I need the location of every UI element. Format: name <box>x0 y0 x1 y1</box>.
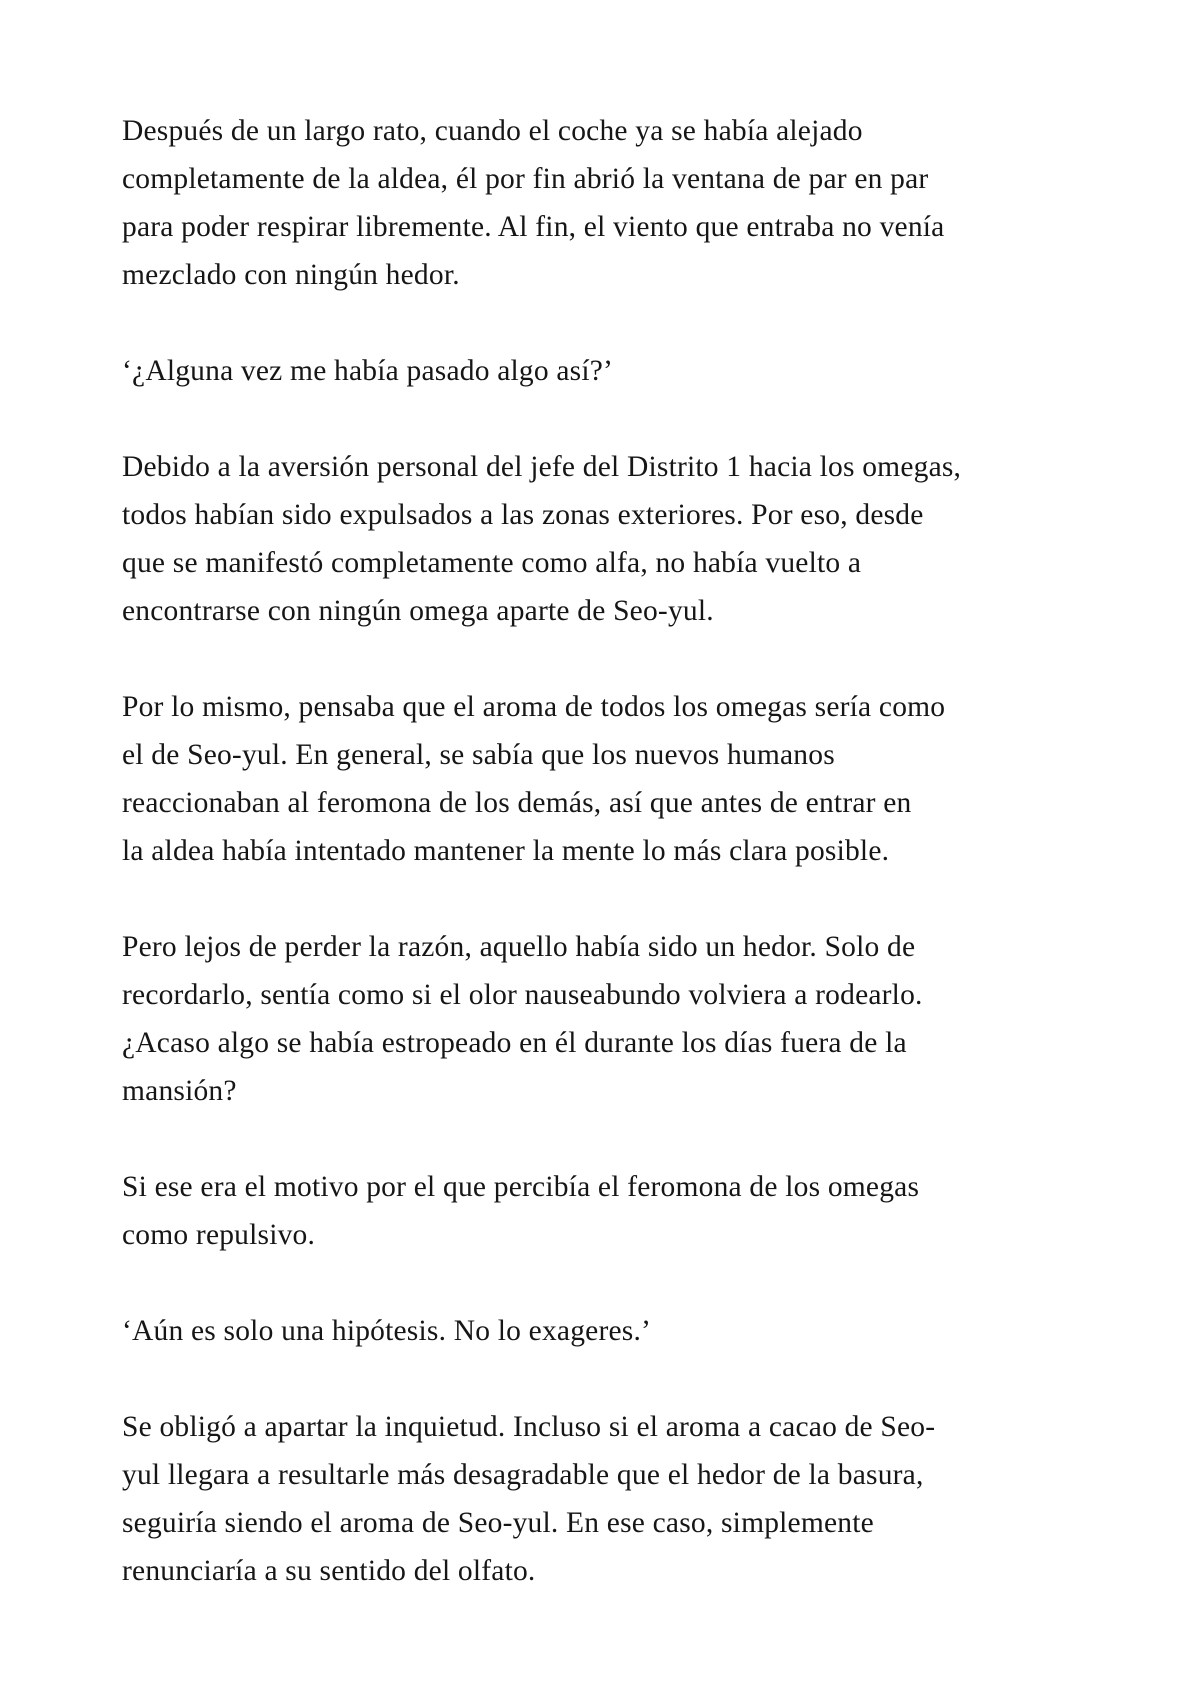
document-page <box>122 107 1122 1643</box>
paragraph-1 <box>122 107 1122 299</box>
paragraph-6 <box>122 1163 1122 1259</box>
text-line: para poder respirar libremente. Al fin, el viento que entraba no venía <box>122 211 945 243</box>
text-line: como repulsivo. <box>122 1219 316 1251</box>
text-line: mansión? <box>122 1075 237 1107</box>
text-line: mezclado con ningún hedor. <box>122 259 460 291</box>
text-line: seguiría siendo el aroma de Seo-yul. En ese caso, simplemente <box>122 1507 874 1539</box>
paragraph-5 <box>122 923 1122 1115</box>
text-line: Si ese era el motivo por el que percibía el feromona de los omegas <box>122 1171 920 1203</box>
paragraph-3 <box>122 443 1122 635</box>
text-line: ‘Aún es solo una hipótesis. No lo exageres.’ <box>122 1315 652 1347</box>
text-line: recordarlo, sentía como si el olor nauseabundo volviera a rodearlo. <box>122 979 923 1011</box>
text-line: el de Seo-yul. En general, se sabía que los nuevos humanos <box>122 739 835 771</box>
text-line: que se manifestó completamente como alfa, no había vuelto a <box>122 547 862 579</box>
text-line: la aldea había intentado mantener la mente lo más clara posible. <box>122 835 890 867</box>
text-line: reaccionaban al feromona de los demás, así que antes de entrar en <box>122 787 912 819</box>
paragraph-4 <box>122 683 1122 875</box>
text-line: renunciaría a su sentido del olfato. <box>122 1555 536 1587</box>
paragraph-2-thought <box>122 347 1122 395</box>
text-line: todos habían sido expulsados a las zonas exteriores. Por eso, desde <box>122 499 924 531</box>
text-line: Debido a la aversión personal del jefe del Distrito 1 hacia los omegas, <box>122 451 962 483</box>
text-line: ‘¿Alguna vez me había pasado algo así?’ <box>122 355 614 387</box>
text-line: completamente de la aldea, él por fin abrió la ventana de par en par <box>122 163 929 195</box>
text-line: ¿Acaso algo se había estropeado en él durante los días fuera de la <box>122 1027 907 1059</box>
text-line: Pero lejos de perder la razón, aquello había sido un hedor. Solo de <box>122 931 916 963</box>
text-line: Por lo mismo, pensaba que el aroma de todos los omegas sería como <box>122 691 946 723</box>
paragraph-7-thought <box>122 1307 1122 1355</box>
paragraph-8 <box>122 1403 1122 1595</box>
text-line: yul llegara a resultarle más desagradable que el hedor de la basura, <box>122 1459 924 1491</box>
text-line: Después de un largo rato, cuando el coche ya se había alejado <box>122 115 863 147</box>
text-line: Se obligó a apartar la inquietud. Incluso si el aroma a cacao de Seo- <box>122 1411 936 1443</box>
text-line: encontrarse con ningún omega aparte de Seo-yul. <box>122 595 714 627</box>
